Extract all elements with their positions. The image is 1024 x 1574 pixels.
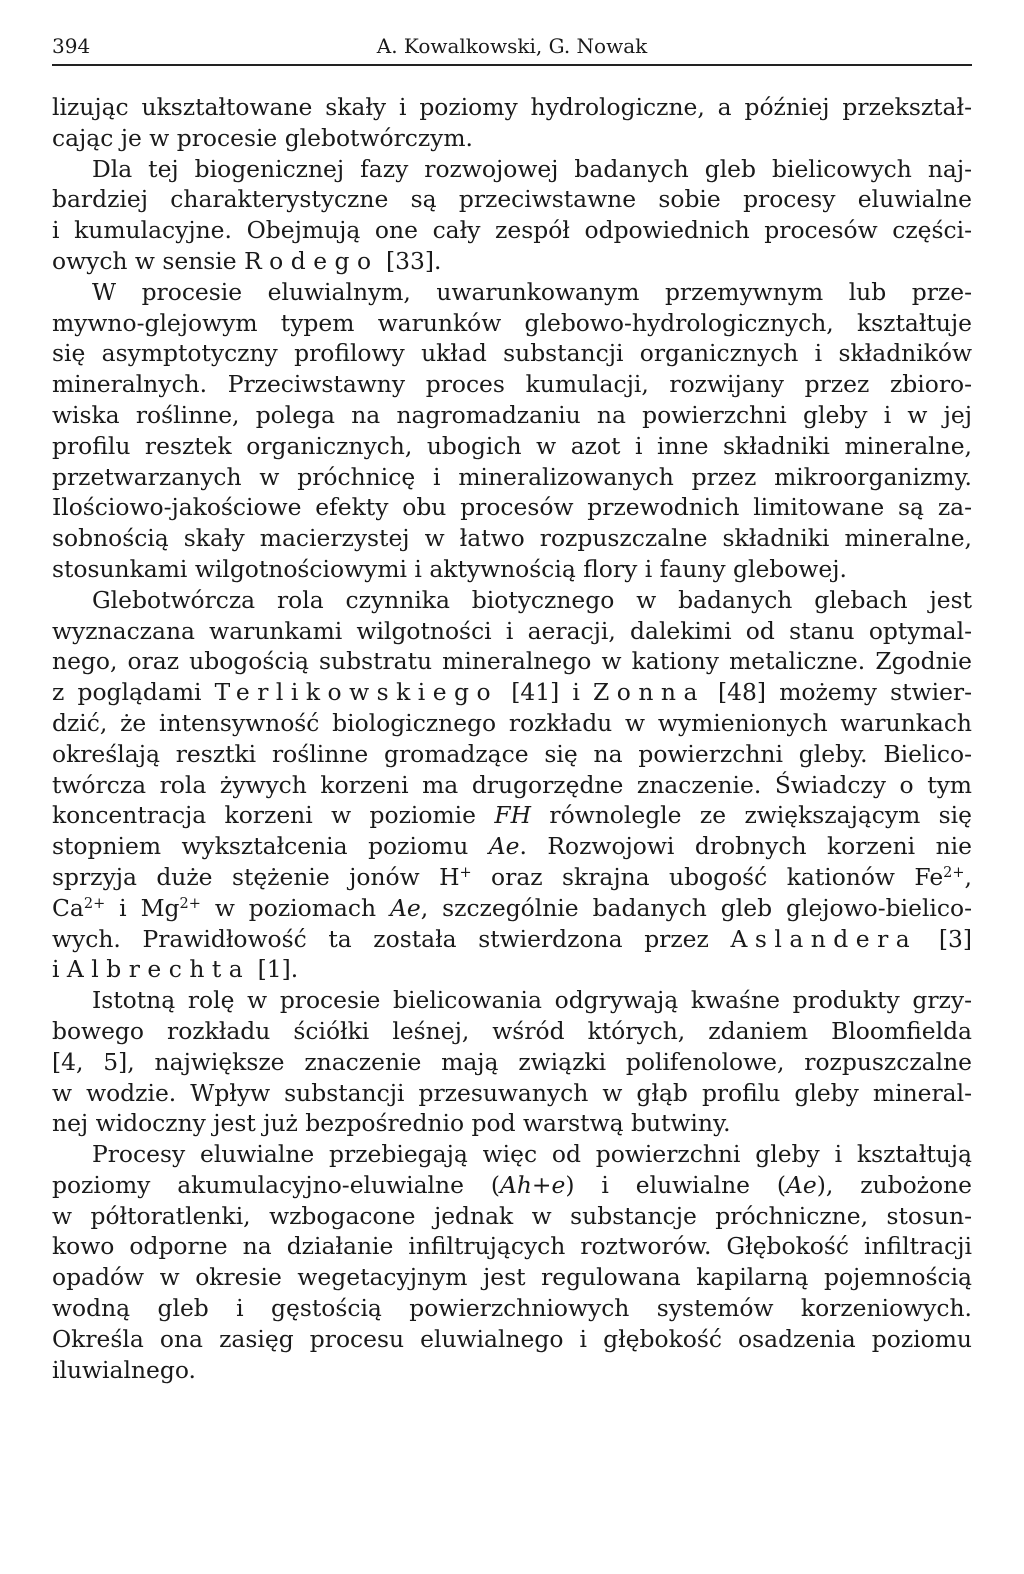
running-head: A. Kowalkowski, G. Nowak [376, 34, 648, 58]
text-line: i Albrechta [1]. [52, 955, 299, 984]
text-line: [4, 5], największe znaczenie mają związki polifenolowe, rozpuszczalne [52, 1047, 972, 1076]
text-line: $Ca^{2+}$ i $Mg^{2+}$ w poziomach Ae, szczególnie badanych gleb glejowo-bielico- [52, 893, 972, 922]
text-line: stopniem wykształcenia poziomu Ae. Rozwojowi drobnych korzeni nie [52, 832, 972, 861]
author-name: Aslandera [730, 924, 918, 953]
text-line: bardziej charakterystyczne są przeciwstawne sobie procesy eluwialne [52, 185, 972, 214]
text-line: nego, oraz ubogością substratu mineralnego w kationy metaliczne. Zgodnie [52, 647, 972, 676]
text-line: wyznaczana warunkami wilgotności i aeracji, dalekimi od stanu optymal- [52, 616, 972, 645]
text-line: określają resztki roślinne gromadzące się na powierzchni gleby. Bielico- [52, 739, 972, 768]
author-name: Albrechta [66, 955, 251, 984]
text-line: stosunkami wilgotnościowymi i aktywnością flory i fauny glebowej. [52, 554, 847, 583]
text-line: cając je w procesie glebotwórczym. [52, 123, 473, 152]
text-line: wodną gleb i gęstością powierzchniowych systemów korzeniowych. [52, 1294, 972, 1323]
text-line: poziomy akumulacyjno-eluwialne (Ah+e) i eluwialne (Ae), zubożone [52, 1170, 972, 1199]
author-name: Terlikowskiego [214, 678, 499, 707]
text-line: wiska roślinne, polega na nagromadzaniu na powierzchni gleby i w jej [52, 400, 972, 429]
text-line: w półtoratlenki, wzbogacone jednak w substancje próchniczne, stosun- [52, 1201, 972, 1230]
text-line: sobnością skały macierzystej w łatwo rozpuszczalne składniki mineralne, [52, 524, 972, 553]
text-line: kowo odporne na działanie infiltrujących roztworów. Głębokość infiltracji [52, 1232, 972, 1261]
text-line: nej widoczny jest już bezpośrednio pod warstwą butwiny. [52, 1109, 731, 1138]
text-line: opadów w okresie wegetacyjnym jest regulowana kapilarną pojemnością [52, 1263, 972, 1292]
text-line: Dla tej biogenicznej fazy rozwojowej badanych gleb bielicowych naj- [92, 154, 972, 183]
text-line: owych w sensie Rodego [33]. [52, 246, 442, 275]
text-line: Glebotwórcza rola czynnika biotycznego w badanych glebach jest [92, 585, 972, 614]
text-line: W procesie eluwialnym, uwarunkowanym przemywnym lub prze- [92, 277, 972, 306]
text-line: mywno-glejowym typem warunków glebowo-hydrologicznych, kształtuje [52, 308, 972, 337]
text-line: sprzyja duże stężenie jonów H+ oraz skrajna ubogość kationów $Fe^{2+}$, [52, 862, 972, 891]
text-line: bowego rozkładu ściółki leśnej, wśród których, zdaniem Bloomfielda [52, 1016, 972, 1045]
page-header [52, 34, 972, 66]
text-line: koncentracja korzeni w poziomie FH równolegle ze zwiększającym się [52, 801, 972, 830]
text-line: mineralnych. Przeciwstawny proces kumulacji, rozwijany przez zbioro- [52, 370, 972, 399]
text-line: się asymptotyczny profilowy układ substancji organicznych i składników [52, 339, 972, 368]
author-name: Rodego [244, 246, 379, 275]
text-line: wych. Prawidłowość ta została stwierdzona przez Aslandera [3] [52, 924, 972, 953]
text-line: twórcza rola żywych korzeni ma drugorzędne znaczenie. Świadczy o tym [52, 770, 972, 799]
text-line: w wodzie. Wpływ substancji przesuwanych w głąb profilu gleby mineral- [52, 1078, 972, 1107]
text-line: przetwarzanych w próchnicę i mineralizowanych przez mikroorganizmy. [52, 462, 972, 491]
page-number: 394 [52, 34, 91, 58]
text-line: i kumulacyjne. Obejmują one cały zespół odpowiednich procesów części- [52, 216, 972, 245]
text-line: iluwialnego. [52, 1355, 196, 1384]
text-line: Procesy eluwialne przebiegają więc od powierzchni gleby i kształtują [92, 1140, 972, 1169]
text-line: profilu resztek organicznych, ubogich w azot i inne składniki mineralne, [52, 431, 972, 460]
author-name: Zonna [593, 678, 705, 707]
text-line: Istotną rolę w procesie bielicowania odgrywają kwaśne produkty grzy- [92, 986, 972, 1015]
text-line: z poglądami Terlikowskiego [41] i Zonna [48] możemy stwier- [52, 678, 972, 707]
text-line: Ilościowo-jakościowe efekty obu procesów przewodnich limitowane są za- [52, 493, 972, 522]
text-line: Określa ona zasięg procesu eluwialnego i głębokość osadzenia poziomu [52, 1324, 972, 1353]
body-text [52, 92, 972, 1385]
text-line: lizując ukształtowane skały i poziomy hydrologiczne, a później przekształ- [52, 93, 972, 121]
text-line: dzić, że intensywność biologicznego rozkładu w wymienionych warunkach [52, 708, 972, 737]
